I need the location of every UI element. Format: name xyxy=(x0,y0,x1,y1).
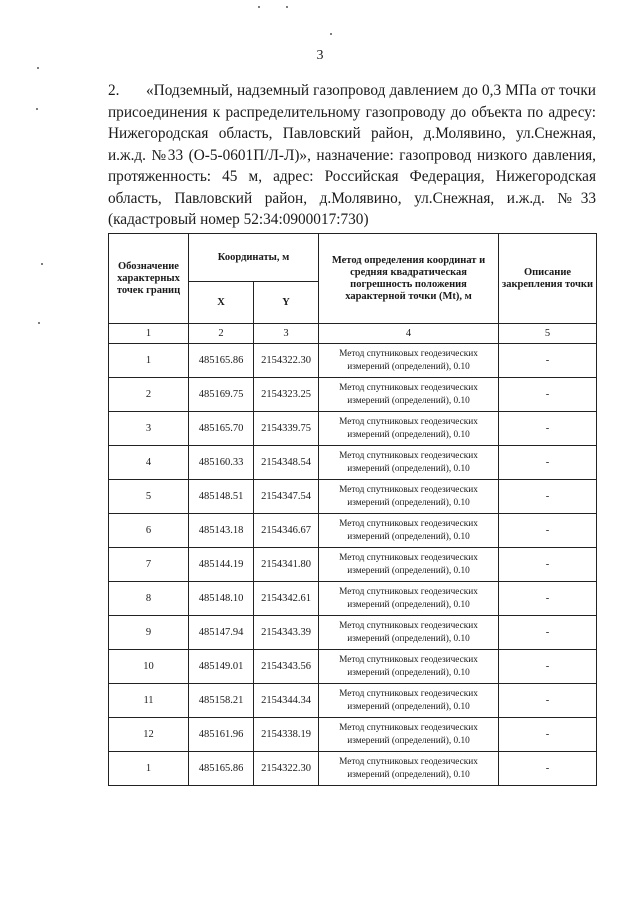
x-cell: 485147.94 xyxy=(189,616,254,650)
y-cell: 2154343.56 xyxy=(254,650,319,684)
page-number: 3 xyxy=(316,48,324,63)
point-cell: 3 xyxy=(109,412,189,446)
header-coords: Координаты, м xyxy=(189,234,319,282)
fixing-cell: - xyxy=(499,718,597,752)
column-index: 2 xyxy=(189,324,254,344)
point-cell: 11 xyxy=(109,684,189,718)
method-cell: Метод спутниковых геодезических измерений (определений), 0.10 xyxy=(319,548,499,582)
method-cell: Метод спутниковых геодезических измерений (определений), 0.10 xyxy=(319,650,499,684)
scan-speck xyxy=(330,33,332,35)
x-cell: 485144.19 xyxy=(189,548,254,582)
point-cell: 7 xyxy=(109,548,189,582)
x-cell: 485160.33 xyxy=(189,446,254,480)
table-row xyxy=(109,582,597,616)
point-cell: 2 xyxy=(109,378,189,412)
table-row xyxy=(109,412,597,446)
fixing-cell: - xyxy=(499,378,597,412)
table-row xyxy=(109,548,597,582)
fixing-cell: - xyxy=(499,684,597,718)
scan-speck xyxy=(41,263,43,265)
header-fixing: Описание закрепления точки xyxy=(499,234,597,324)
x-cell: 485161.96 xyxy=(189,718,254,752)
y-cell: 2154347.54 xyxy=(254,480,319,514)
x-cell: 485148.51 xyxy=(189,480,254,514)
column-index: 5 xyxy=(499,324,597,344)
scan-speck xyxy=(286,6,288,8)
x-cell: 485158.21 xyxy=(189,684,254,718)
column-index: 1 xyxy=(109,324,189,344)
table-row xyxy=(109,480,597,514)
fixing-cell: - xyxy=(499,582,597,616)
object-description xyxy=(108,80,596,231)
fixing-cell: - xyxy=(499,344,597,378)
fixing-cell: - xyxy=(499,514,597,548)
header-x: X xyxy=(189,282,254,324)
x-cell: 485143.18 xyxy=(189,514,254,548)
point-cell: 4 xyxy=(109,446,189,480)
method-cell: Метод спутниковых геодезических измерений (определений), 0.10 xyxy=(319,480,499,514)
fixing-cell: - xyxy=(499,616,597,650)
scan-speck xyxy=(258,6,260,8)
method-cell: Метод спутниковых геодезических измерений (определений), 0.10 xyxy=(319,582,499,616)
point-cell: 6 xyxy=(109,514,189,548)
y-cell: 2154344.34 xyxy=(254,684,319,718)
point-cell: 12 xyxy=(109,718,189,752)
y-cell: 2154322.30 xyxy=(254,752,319,786)
method-cell: Метод спутниковых геодезических измерений (определений), 0.10 xyxy=(319,446,499,480)
y-cell: 2154338.19 xyxy=(254,718,319,752)
method-cell: Метод спутниковых геодезических измерений (определений), 0.10 xyxy=(319,344,499,378)
fixing-cell: - xyxy=(499,412,597,446)
fixing-cell: - xyxy=(499,480,597,514)
y-cell: 2154342.61 xyxy=(254,582,319,616)
y-cell: 2154322.30 xyxy=(254,344,319,378)
x-cell: 485149.01 xyxy=(189,650,254,684)
y-cell: 2154348.54 xyxy=(254,446,319,480)
method-cell: Метод спутниковых геодезических измерений (определений), 0.10 xyxy=(319,616,499,650)
table-row xyxy=(109,344,597,378)
x-cell: 485165.86 xyxy=(189,344,254,378)
column-index: 4 xyxy=(319,324,499,344)
table-row xyxy=(109,446,597,480)
x-cell: 485165.86 xyxy=(189,752,254,786)
x-cell: 485169.75 xyxy=(189,378,254,412)
scan-speck xyxy=(37,67,39,69)
point-cell: 8 xyxy=(109,582,189,616)
method-cell: Метод спутниковых геодезических измерений (определений), 0.10 xyxy=(319,684,499,718)
coordinates-table xyxy=(108,233,597,786)
point-cell: 5 xyxy=(109,480,189,514)
table-row xyxy=(109,378,597,412)
point-cell: 1 xyxy=(109,344,189,378)
fixing-cell: - xyxy=(499,752,597,786)
paragraph-text: «Подземный, надземный газопровод давлением до 0,3 МПа от точки присоединения к распределительному газопроводу до объекта по адресу: Нижегородская область, Павловский район, д.Молявино, ул.Снежная, и.ж.д. №33 (О-5-0601П/Л-Л)», назначение: газопровод низкого давления, протяженность: 45 м, адрес: Российская Федерация, Нижегородская область, Павловский район, д.Молявино, ул.Снежная, и.ж.д. №33 (кадастровый номер 52:34:0900017:730) xyxy=(108,82,596,228)
column-index-row xyxy=(109,324,597,344)
x-cell: 485148.10 xyxy=(189,582,254,616)
table-row xyxy=(109,514,597,548)
table-row xyxy=(109,684,597,718)
table-row xyxy=(109,752,597,786)
header-y: Y xyxy=(254,282,319,324)
y-cell: 2154341.80 xyxy=(254,548,319,582)
column-index: 3 xyxy=(254,324,319,344)
table-row xyxy=(109,650,597,684)
y-cell: 2154343.39 xyxy=(254,616,319,650)
scan-speck xyxy=(36,108,38,110)
method-cell: Метод спутниковых геодезических измерений (определений), 0.10 xyxy=(319,378,499,412)
method-cell: Метод спутниковых геодезических измерений (определений), 0.10 xyxy=(319,412,499,446)
header-method: Метод определения координат и средняя квадратическая погрешность положения характерной точки (Mt), м xyxy=(319,234,499,324)
method-cell: Метод спутниковых геодезических измерений (определений), 0.10 xyxy=(319,514,499,548)
point-cell: 10 xyxy=(109,650,189,684)
table-row xyxy=(109,718,597,752)
y-cell: 2154346.67 xyxy=(254,514,319,548)
method-cell: Метод спутниковых геодезических измерений (определений), 0.10 xyxy=(319,718,499,752)
point-cell: 9 xyxy=(109,616,189,650)
paragraph-number: 2. xyxy=(108,82,120,99)
point-cell: 1 xyxy=(109,752,189,786)
fixing-cell: - xyxy=(499,650,597,684)
header-point: Обозначение характерных точек границ xyxy=(109,234,189,324)
method-cell: Метод спутниковых геодезических измерений (определений), 0.10 xyxy=(319,752,499,786)
x-cell: 485165.70 xyxy=(189,412,254,446)
fixing-cell: - xyxy=(499,548,597,582)
scan-speck xyxy=(38,322,40,324)
y-cell: 2154323.25 xyxy=(254,378,319,412)
table-row xyxy=(109,616,597,650)
fixing-cell: - xyxy=(499,446,597,480)
y-cell: 2154339.75 xyxy=(254,412,319,446)
